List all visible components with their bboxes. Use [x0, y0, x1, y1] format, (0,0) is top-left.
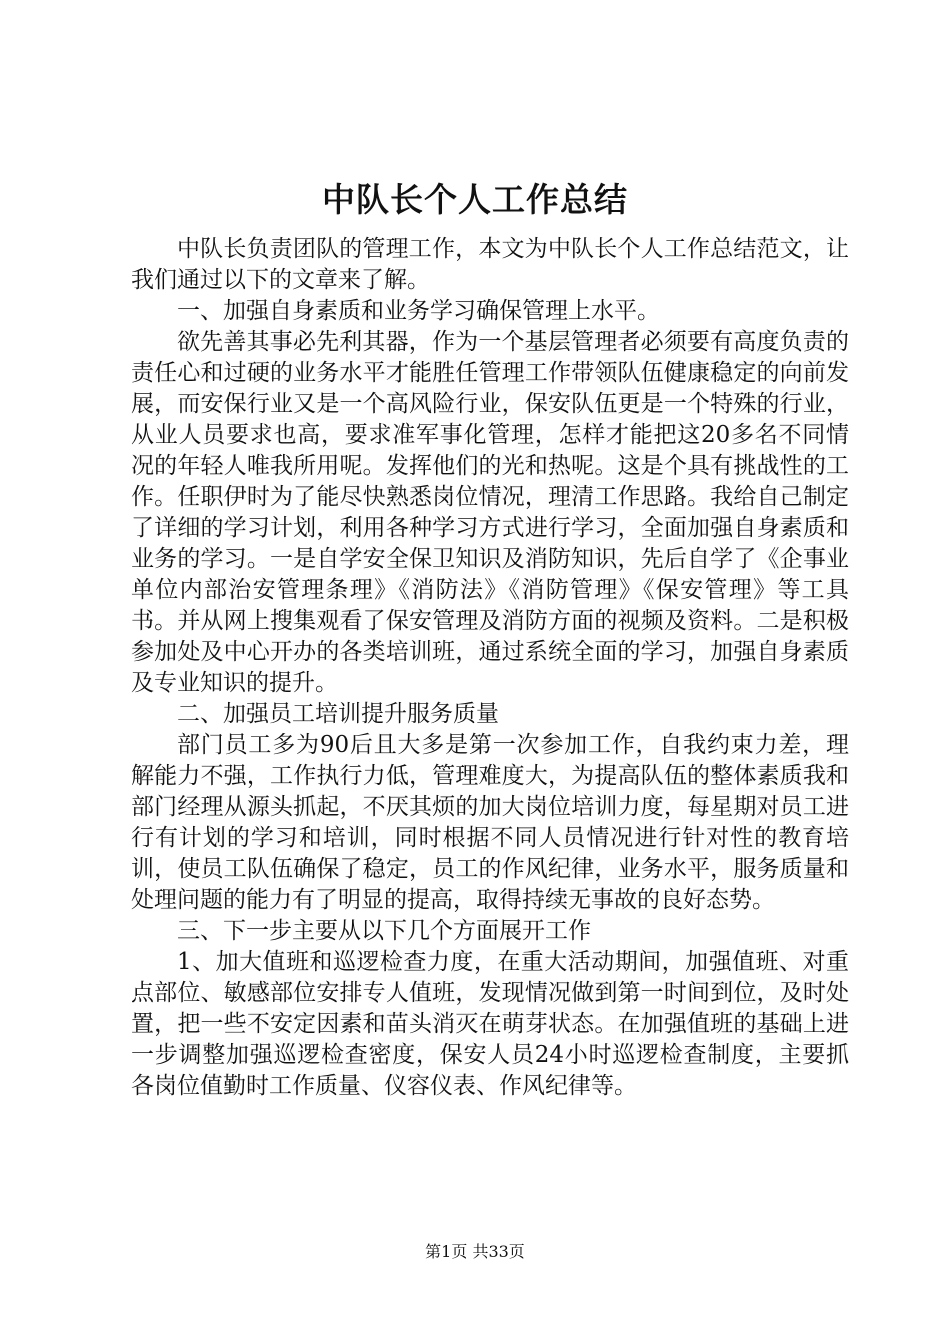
body-paragraph: 欲先善其事必先利其器，作为一个基层管理者必须要有高度负责的责任心和过硬的业务水平才能胜任管理工作带领队伍健康稳定的向前发展，而安保行业又是一个高风险行业，保安队伍更是一个特殊的行业，从业人员要求也高，要求准军事化管理，怎样才能把这20多名不同情况的年轻人唯我所用呢。发挥他们的光和热呢。这是个具有挑战性的工作。任职伊时为了能尽快熟悉岗位情况，理清工作思路。我给自己制定了详细的学习计划，利用各种学习方式进行学习，全面加强自身素质和业务的学习。一是自学安全保卫知识及消防知识，先后自学了《企事业单位内部治安管理条理》《消防法》《消防管理》《保安管理》等工具书。并从网上搜集观看了保安管理及消防方面的视频及资料。二是积极参加处及中心开办的各类培训班，通过系统全面的学习，加强自身素质及专业知识的提升。 — [131, 329, 849, 696]
section-heading: 一、加强自身素质和业务学习确保管理上水平。 — [177, 298, 660, 324]
page-footer: 第1页 共33页 — [425, 1242, 525, 1261]
body-paragraph: 部门员工多为90后且大多是第一次参加工作，自我约束力差，理解能力不强，工作执行力低，管理难度大，为提高队伍的整体素质我和部门经理从源头抓起，不厌其烦的加大岗位培训力度，每星期对员工进行有计划的学习和培训，同时根据不同人员情况进行针对性的教育培训，使员工队伍确保了稳定，员工的作风纪律，业务水平，服务质量和处理问题的能力有了明显的提高，取得持续无事故的良好态势。 — [131, 732, 849, 913]
document-body — [131, 234, 849, 1102]
section-heading: 二、加强员工培训提升服务质量 — [177, 701, 499, 727]
section-heading: 三、下一步主要从以下几个方面展开工作 — [177, 918, 591, 944]
body-paragraph: 1、加大值班和巡逻检查力度，在重大活动期间，加强值班、对重点部位、敏感部位安排专人值班，发现情况做到第一时间到位，及时处置，把一些不安定因素和苗头消灭在萌芽状态。在加强值班的基础上进一步调整加强巡逻检查密度，保安人员24小时巡逻检查制度，主要抓各岗位值勤时工作质量、仪容仪表、作风纪律等。 — [131, 949, 849, 1099]
document-title: 中队长个人工作总结 — [322, 180, 628, 219]
body-paragraph: 中队长负责团队的管理工作，本文为中队长个人工作总结范文，让我们通过以下的文章来了解。 — [131, 236, 849, 293]
